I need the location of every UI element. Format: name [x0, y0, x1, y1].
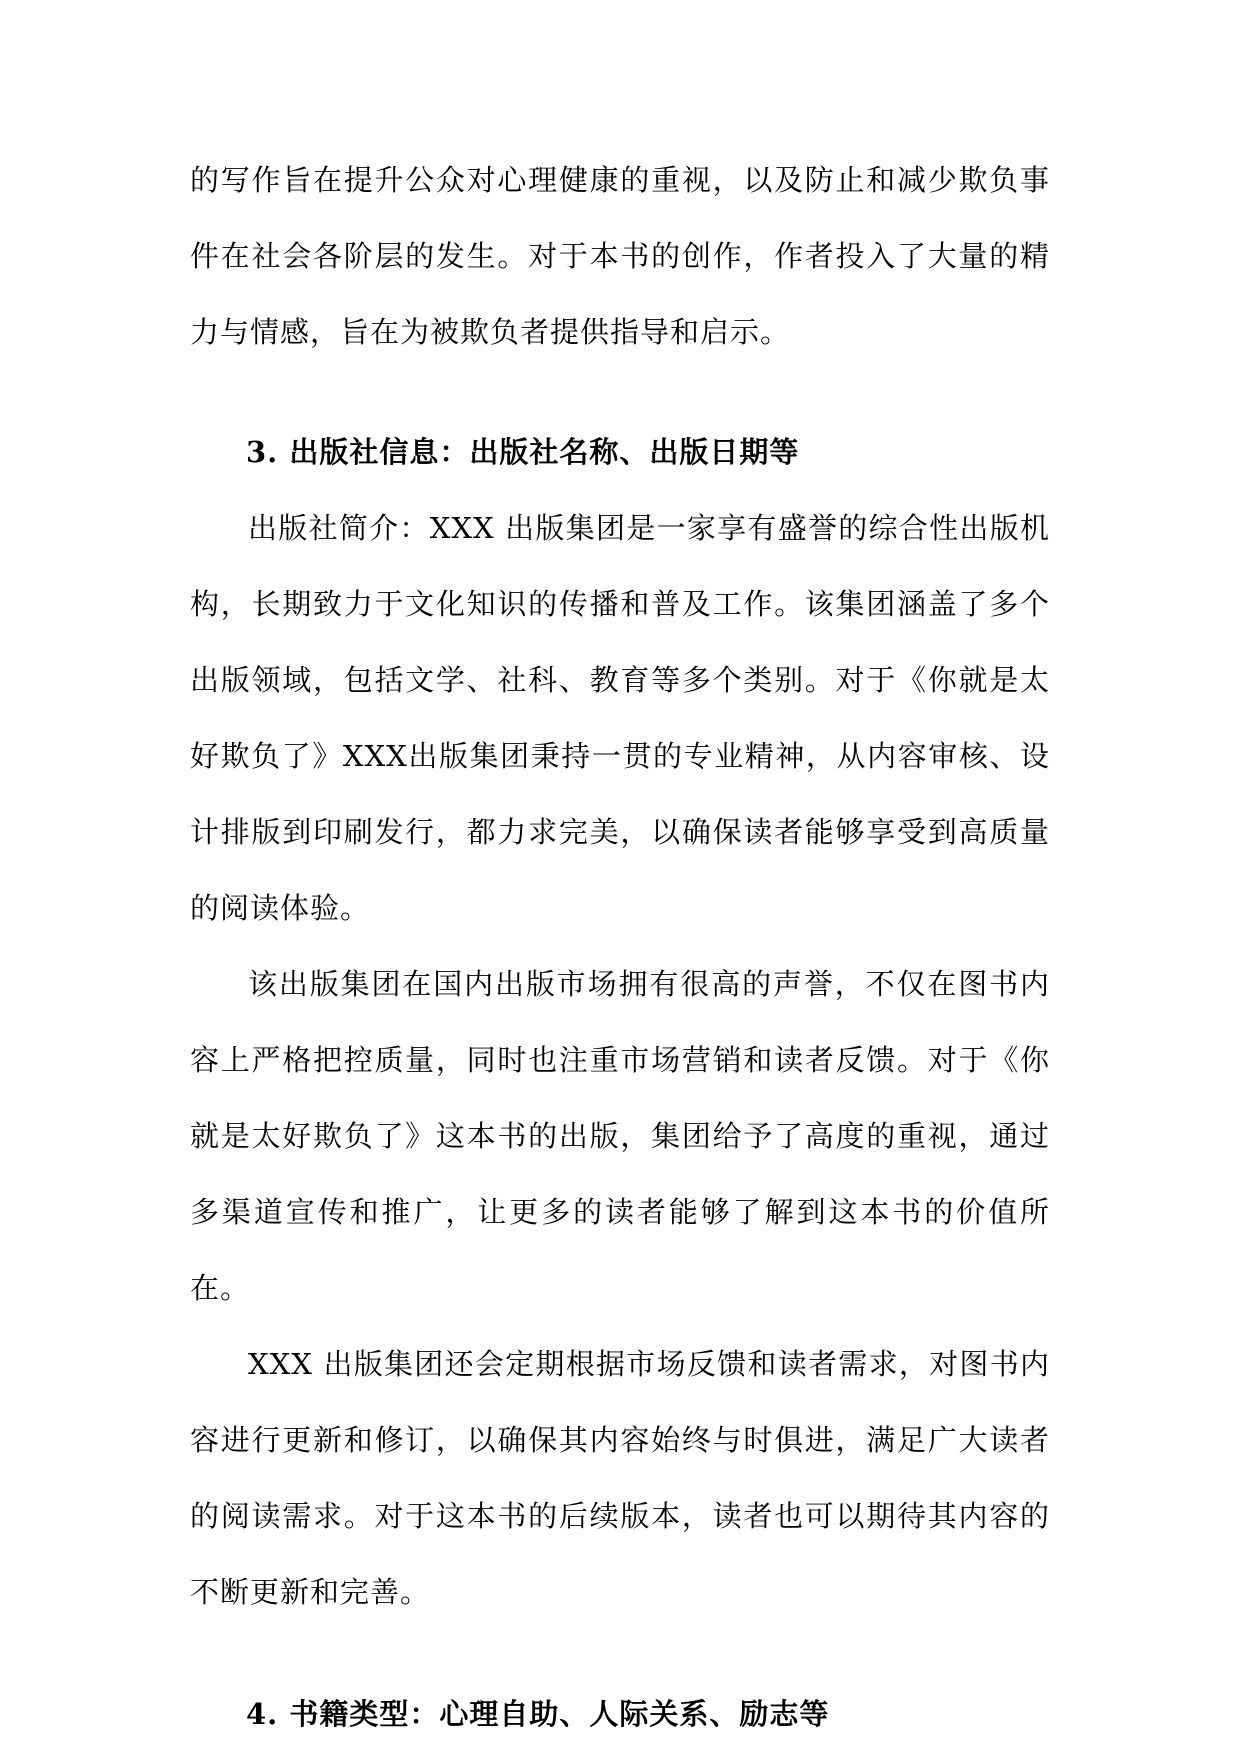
section-3-heading: 3. 出版社信息：出版社名称、出版日期等: [246, 435, 800, 469]
publisher-reputation-paragraph: 该出版集团在国内出版市场拥有很高的声誉，不仅在图书内容上严格把控质量，同时也注重市场营销和读者反馈。对于《你就是太好欺负了》这本书的出版，集团给予了高度的重视，通过多渠道宣传和推广，让更多的读者能够了解到这本书的价值所在。: [190, 967, 1050, 1305]
document-body: [190, 142, 1050, 1752]
publisher-intro-paragraph: 出版社简介：XXX 出版集团是一家享有盛誉的综合性出版机构，长期致力于文化知识的传播和普及工作。该集团涵盖了多个出版领域，包括文学、社科、教育等多个类别。对于《你就是太好欺负了》XXX出版集团秉持一贯的专业精神，从内容审核、设计排版到印刷发行，都力求完美，以确保读者能够享受到高质量的阅读体验。: [190, 511, 1050, 925]
publisher-updates-paragraph: XXX 出版集团还会定期根据市场反馈和读者需求，对图书内容进行更新和修订，以确保其内容始终与时俱进，满足广大读者的阅读需求。对于这本书的后续版本，读者也可以期待其内容的不断更新和完善。: [190, 1347, 1050, 1609]
continuation-paragraph: 的写作旨在提升公众对心理健康的重视，以及防止和减少欺负事件在社会各阶层的发生。对于本书的创作，作者投入了大量的精力与情感，旨在为被欺负者提供指导和启示。: [190, 163, 1050, 349]
section-4-heading: 4. 书籍类型：心理自助、人际关系、励志等: [246, 1697, 830, 1731]
